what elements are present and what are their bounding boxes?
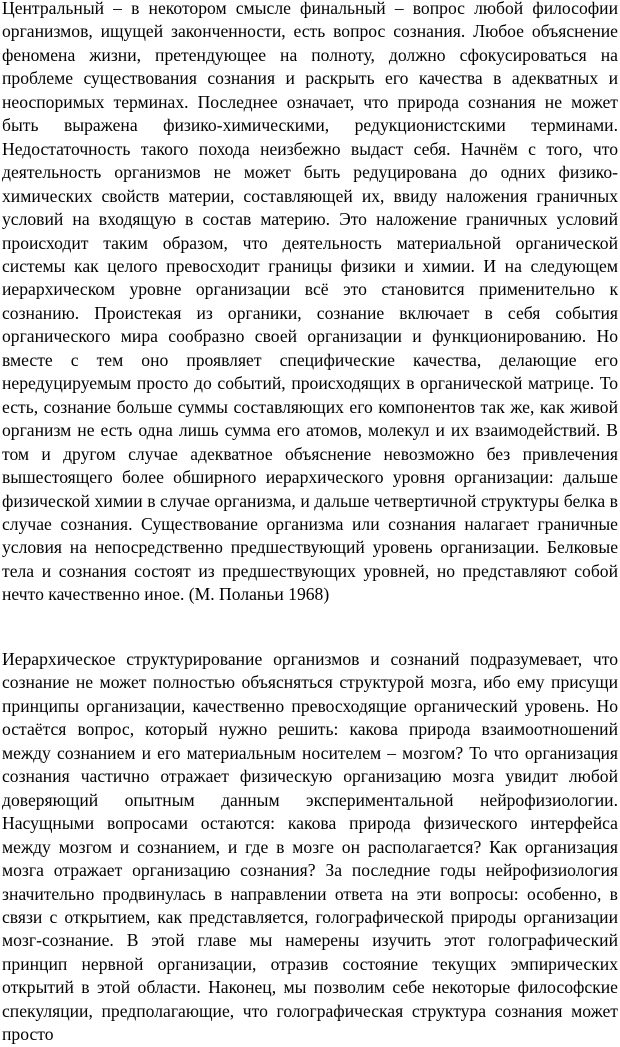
body-paragraph-1: Центральный – в некотором смысле финальный – вопрос любой философии организмов, ищущей законченности, есть вопрос сознания. Любое объяснение феномена жизни, претендующее на полноту, должно сфокусироваться на проблеме существования сознания и раскрыть его качества в адекватных и неоспоримых терминах. Последнее означает, что природа сознания не может быть выражена физико-химическими, редукционистскими терминами. Недостаточность такого похода неизбежно выдаст себя. Начнём с того, что деятельность организмов не может быть редуцирована до одних физико-химических свойств материи, составляющей их, ввиду наложения граничных условий на входящую в состав материю. Это наложение граничных условий происходит таким образом, что деятельность материальной органической системы как целого превосходит границы физики и химии. И на следующем иерархическом уровне организации всё это становится применительно к сознанию. Проистекая из органики, сознание включает в себя события органического мира сообразно своей организации и функционированию. Но вместе с тем оно проявляет специфические качества, делающие его нередуцируемым просто до событий, происходящих в органической матрице. То есть, сознание больше суммы составляющих его компонентов так же, как живой организм не есть одна лишь сумма его атомов, молекул и их взаимодействий. В том и другом случае адекватное объяснение невозможно без привлечения вышестоящего более обширного иерархического уровня организации: дальше физической химии в случае организма, и дальше четвертичной структуры белка в случае сознания. Существование организма или сознания налагает граничные условия на непосредственно предшествующий уровень организации. Белковые тела и сознания состоят из предшествующих уровней, но представляют собой нечто качественно иное. (М. Поланьи 1968): [2, 0, 618, 605]
body-paragraph-2: Иерархическое структурирование организмов и сознаний подразумевает, что сознание не может полностью объясняться структурой мозга, ибо ему присущи принципы организации, качественно превосходящие органический уровень. Но остаётся вопрос, который нужно решить: какова природа взаимоотношений между сознанием и его материальным носителем – мозгом? То что организация сознания частично отражает физическую организацию мозга увидит любой доверяющий опытным данным экспериментальной нейрофизиологии. Насущными вопросами остаются: какова природа физического интерфейса между мозгом и сознанием, и где в мозге он располагается? Как организация мозга отражает организацию сознания? За последние годы нейрофизиология значительно продвинулась в направлении ответа на эти вопросы: особенно, в связи с открытием, как представляется, голографической природы организации мозг-сознание. В этой главе мы намерены изучить этот голографический принцип нервной организации, отразив состояние текущих эмпирических открытий в этой области. Наконец, мы позволим себе некоторые философские спекуляции, предполагающие, что голографическая структура сознания может просто: [2, 649, 618, 1045]
